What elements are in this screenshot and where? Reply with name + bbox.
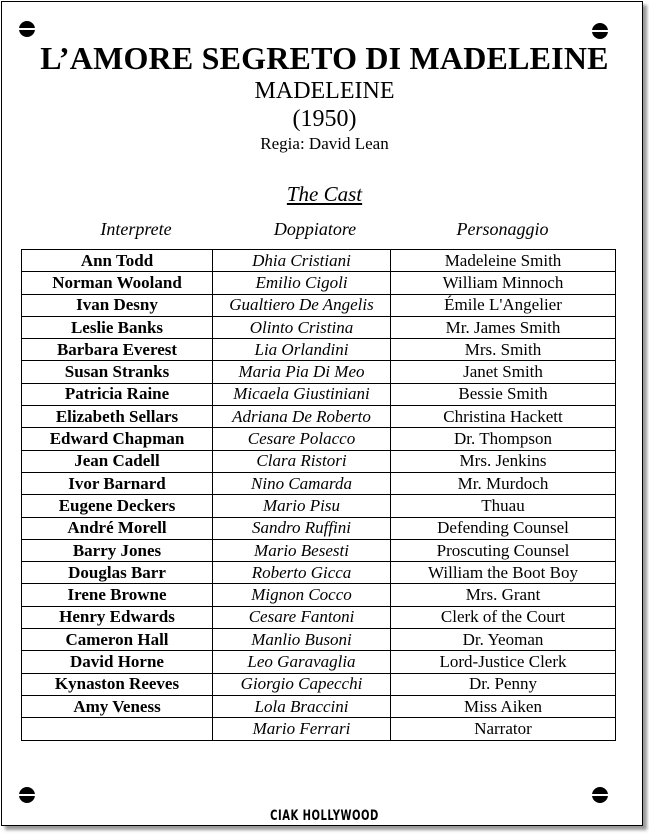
table-row bbox=[22, 406, 616, 428]
table-row bbox=[22, 562, 616, 584]
dubber-cell: Cesare Fantoni bbox=[213, 606, 391, 628]
logo-text: CIAK HOLLYWOOD bbox=[270, 808, 379, 825]
actor-cell: Patricia Raine bbox=[22, 383, 213, 405]
role-cell: Mr. Murdoch bbox=[391, 472, 616, 494]
actor-cell: Douglas Barr bbox=[22, 562, 213, 584]
table-row bbox=[22, 673, 616, 695]
table-row bbox=[22, 718, 616, 740]
dubber-cell: Leo Garavaglia bbox=[213, 651, 391, 673]
actor-cell: Ann Todd bbox=[22, 250, 213, 272]
hole-punch-icon bbox=[592, 787, 608, 803]
table-row bbox=[22, 383, 616, 405]
dubber-cell: Mario Pisu bbox=[213, 495, 391, 517]
column-header-actor: Interprete bbox=[100, 219, 172, 239]
actor-cell: Edward Chapman bbox=[22, 428, 213, 450]
actor-cell: David Horne bbox=[22, 651, 213, 673]
role-cell: Mrs. Grant bbox=[391, 584, 616, 606]
director-credit: Regia: David Lean bbox=[260, 134, 389, 153]
actor-cell: Cameron Hall bbox=[22, 629, 213, 651]
hole-punch-icon bbox=[19, 21, 35, 37]
table-row bbox=[22, 517, 616, 539]
dubber-cell: Maria Pia Di Meo bbox=[213, 361, 391, 383]
dubber-cell: Sandro Ruffini bbox=[213, 517, 391, 539]
table-row bbox=[22, 606, 616, 628]
table-row bbox=[22, 584, 616, 606]
hole-punch-icon bbox=[19, 787, 35, 803]
actor-cell: Henry Edwards bbox=[22, 606, 213, 628]
film-year: (1950) bbox=[292, 106, 357, 132]
dubber-cell: Mignon Cocco bbox=[213, 584, 391, 606]
table-row bbox=[22, 294, 616, 316]
cast-table bbox=[21, 249, 616, 741]
role-cell: Dr. Penny bbox=[391, 673, 616, 695]
actor-cell: Elizabeth Sellars bbox=[22, 406, 213, 428]
actor-cell: Susan Stranks bbox=[22, 361, 213, 383]
role-cell: Janet Smith bbox=[391, 361, 616, 383]
dubber-cell: Nino Camarda bbox=[213, 472, 391, 494]
column-header-role: Personaggio bbox=[456, 219, 549, 239]
table-row bbox=[22, 651, 616, 673]
role-cell: Thuau bbox=[391, 495, 616, 517]
dubber-cell: Manlio Busoni bbox=[213, 629, 391, 651]
dubber-cell: Giorgio Capecchi bbox=[213, 673, 391, 695]
actor-cell: André Morell bbox=[22, 517, 213, 539]
column-header-dubber: Doppiatore bbox=[273, 219, 357, 239]
original-title: MADELEINE bbox=[254, 78, 395, 104]
dubber-cell: Mario Besesti bbox=[213, 539, 391, 561]
actor-cell: Ivor Barnard bbox=[22, 472, 213, 494]
actor-cell: Barbara Everest bbox=[22, 339, 213, 361]
actor-cell: Leslie Banks bbox=[22, 316, 213, 338]
dubber-cell: Adriana De Roberto bbox=[213, 406, 391, 428]
hole-punch-icon bbox=[592, 23, 608, 39]
role-cell: Madeleine Smith bbox=[391, 250, 616, 272]
role-cell: Christina Hackett bbox=[391, 406, 616, 428]
dubber-cell: Dhia Cristiani bbox=[213, 250, 391, 272]
dubber-cell: Gualtiero De Angelis bbox=[213, 294, 391, 316]
dubber-cell: Lia Orlandini bbox=[213, 339, 391, 361]
dubber-cell: Clara Ristori bbox=[213, 450, 391, 472]
actor-cell: Jean Cadell bbox=[22, 450, 213, 472]
actor-cell bbox=[22, 718, 213, 740]
actor-cell: Amy Veness bbox=[22, 695, 213, 717]
table-row bbox=[22, 428, 616, 450]
role-cell: Narrator bbox=[391, 718, 616, 740]
table-row bbox=[22, 272, 616, 294]
role-cell: Proscuting Counsel bbox=[391, 539, 616, 561]
role-cell: Dr. Thompson bbox=[391, 428, 616, 450]
role-cell: Clerk of the Court bbox=[391, 606, 616, 628]
dubber-cell: Mario Ferrari bbox=[213, 718, 391, 740]
role-cell: Miss Aiken bbox=[391, 695, 616, 717]
actor-cell: Barry Jones bbox=[22, 539, 213, 561]
cast-heading: The Cast bbox=[286, 182, 363, 206]
table-row bbox=[22, 629, 616, 651]
table-row bbox=[22, 695, 616, 717]
table-row bbox=[22, 472, 616, 494]
ciak-hollywood-logo bbox=[0, 806, 649, 824]
actor-cell: Ivan Desny bbox=[22, 294, 213, 316]
role-cell: William Minnoch bbox=[391, 272, 616, 294]
film-title: L’AMORE SEGRETO DI MADELEINE bbox=[40, 40, 609, 76]
table-row bbox=[22, 539, 616, 561]
actor-cell: Irene Browne bbox=[22, 584, 213, 606]
dubber-cell: Lola Braccini bbox=[213, 695, 391, 717]
dubber-cell: Micaela Giustiniani bbox=[213, 383, 391, 405]
actor-cell: Kynaston Reeves bbox=[22, 673, 213, 695]
table-row bbox=[22, 495, 616, 517]
dubber-cell: Olinto Cristina bbox=[213, 316, 391, 338]
dubber-cell: Cesare Polacco bbox=[213, 428, 391, 450]
role-cell: Dr. Yeoman bbox=[391, 629, 616, 651]
dubber-cell: Roberto Gicca bbox=[213, 562, 391, 584]
role-cell: Mrs. Jenkins bbox=[391, 450, 616, 472]
table-row bbox=[22, 250, 616, 272]
table-row bbox=[22, 361, 616, 383]
role-cell: Lord-Justice Clerk bbox=[391, 651, 616, 673]
role-cell: William the Boot Boy bbox=[391, 562, 616, 584]
role-cell: Mr. James Smith bbox=[391, 316, 616, 338]
dubber-cell: Emilio Cigoli bbox=[213, 272, 391, 294]
table-row bbox=[22, 339, 616, 361]
role-cell: Bessie Smith bbox=[391, 383, 616, 405]
actor-cell: Eugene Deckers bbox=[22, 495, 213, 517]
role-cell: Émile L'Angelier bbox=[391, 294, 616, 316]
table-row bbox=[22, 450, 616, 472]
role-cell: Mrs. Smith bbox=[391, 339, 616, 361]
actor-cell: Norman Wooland bbox=[22, 272, 213, 294]
table-row bbox=[22, 316, 616, 338]
role-cell: Defending Counsel bbox=[391, 517, 616, 539]
